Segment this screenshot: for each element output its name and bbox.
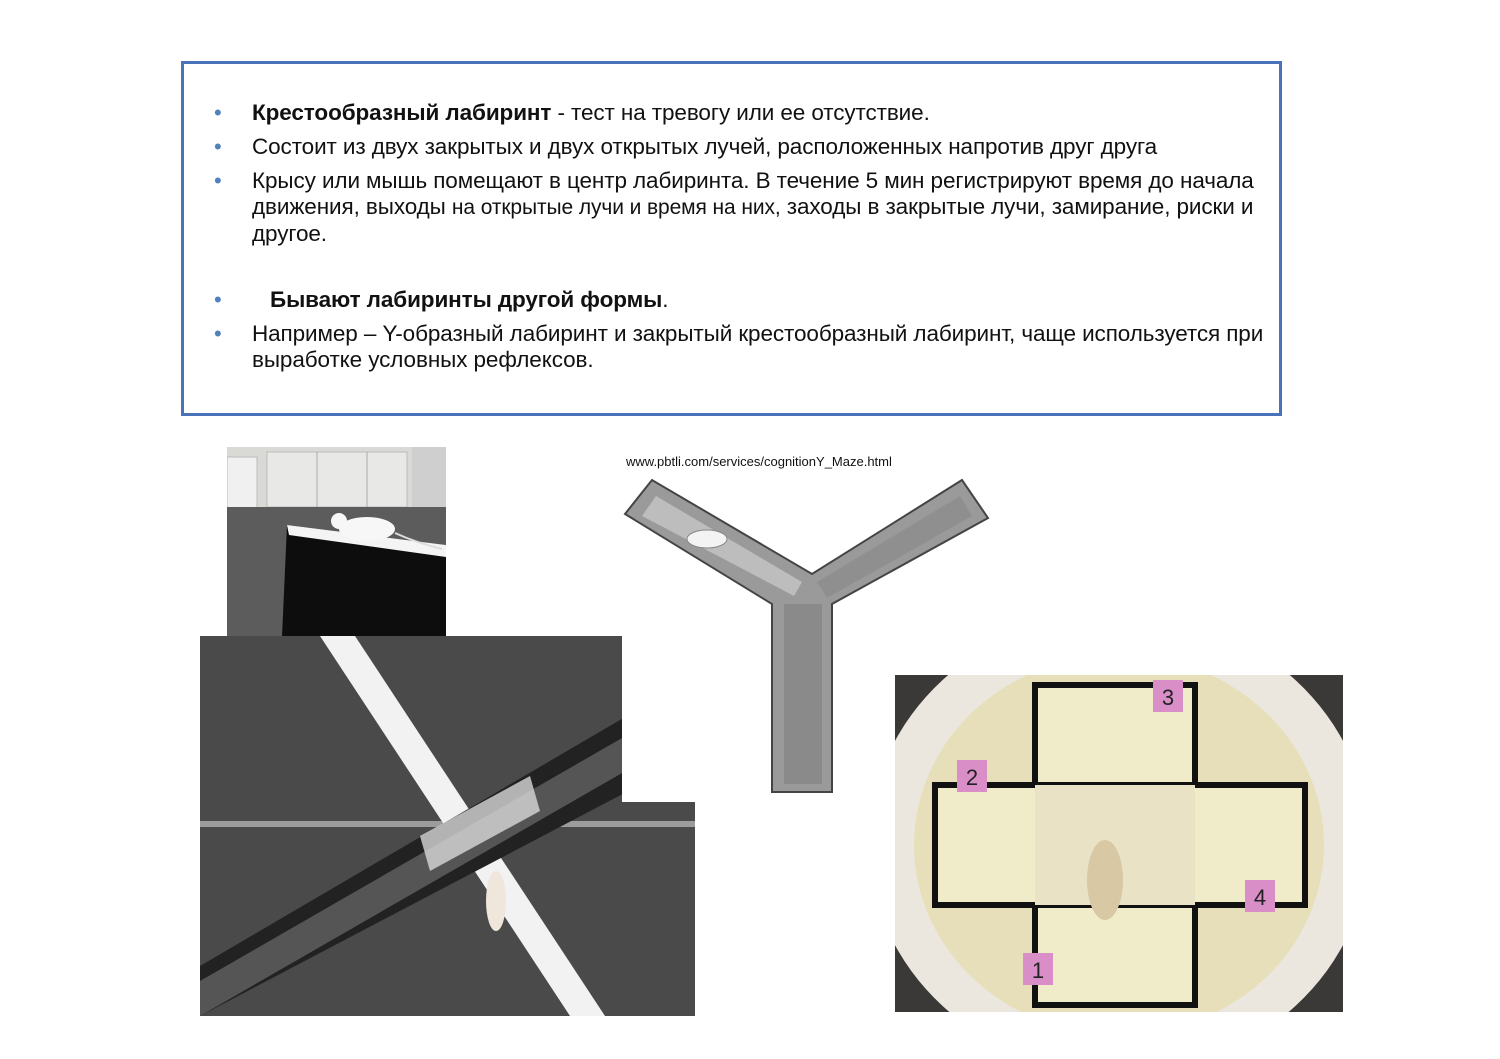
bullet-item — [214, 287, 1269, 313]
plus-maze-term: Крестообразный лабиринт — [252, 100, 552, 125]
maze-label-3: 3 — [1161, 685, 1175, 710]
mouse-on-arm-photo — [227, 447, 446, 637]
bullet-icon: • — [214, 100, 222, 125]
bullet-list — [214, 100, 1269, 381]
item2-text: Состоит из двух закрытых и двух открытых лучей, расположенных напротив друг друга — [252, 134, 1157, 159]
item3-text-small: на открытые лучи и время на них, — [451, 196, 781, 219]
source-url: www.pbtli.com/services/cognitionY_Maze.html — [626, 454, 892, 469]
bullet-icon: • — [214, 321, 222, 346]
bullet-item — [214, 100, 1269, 126]
text-box — [181, 61, 1282, 416]
bullet-item — [214, 321, 1269, 373]
item5-text: Например – Y-образный лабиринт и закрытый крестообразный лабиринт, чаще используется при выработке условных рефлексов. — [252, 321, 1264, 372]
bullet-item — [214, 134, 1269, 160]
bullet-item — [214, 168, 1269, 247]
maze-label-1: 1 — [1031, 958, 1045, 983]
closed-cross-maze-photo — [895, 675, 1343, 1012]
item1-text: - тест на тревогу или ее отсутствие. — [551, 100, 930, 125]
item4-text: . — [662, 287, 669, 312]
maze-label-4: 4 — [1253, 885, 1267, 910]
other-mazes-term: Бывают лабиринты другой формы — [270, 287, 663, 312]
bullet-icon: • — [214, 134, 222, 159]
plus-maze-photo — [200, 636, 695, 1016]
bullet-icon: • — [214, 287, 222, 312]
item3-text-a: Крысу или мышь помещают в центр лабиринта. В течение 5 мин регистрируют время до начала движения, выходы — [252, 168, 1254, 219]
maze-label-2: 2 — [965, 765, 979, 790]
bullet-icon: • — [214, 168, 222, 193]
item3-text-b: заходы в закрытые лучи, замирание, риски и другое. — [252, 194, 1254, 246]
